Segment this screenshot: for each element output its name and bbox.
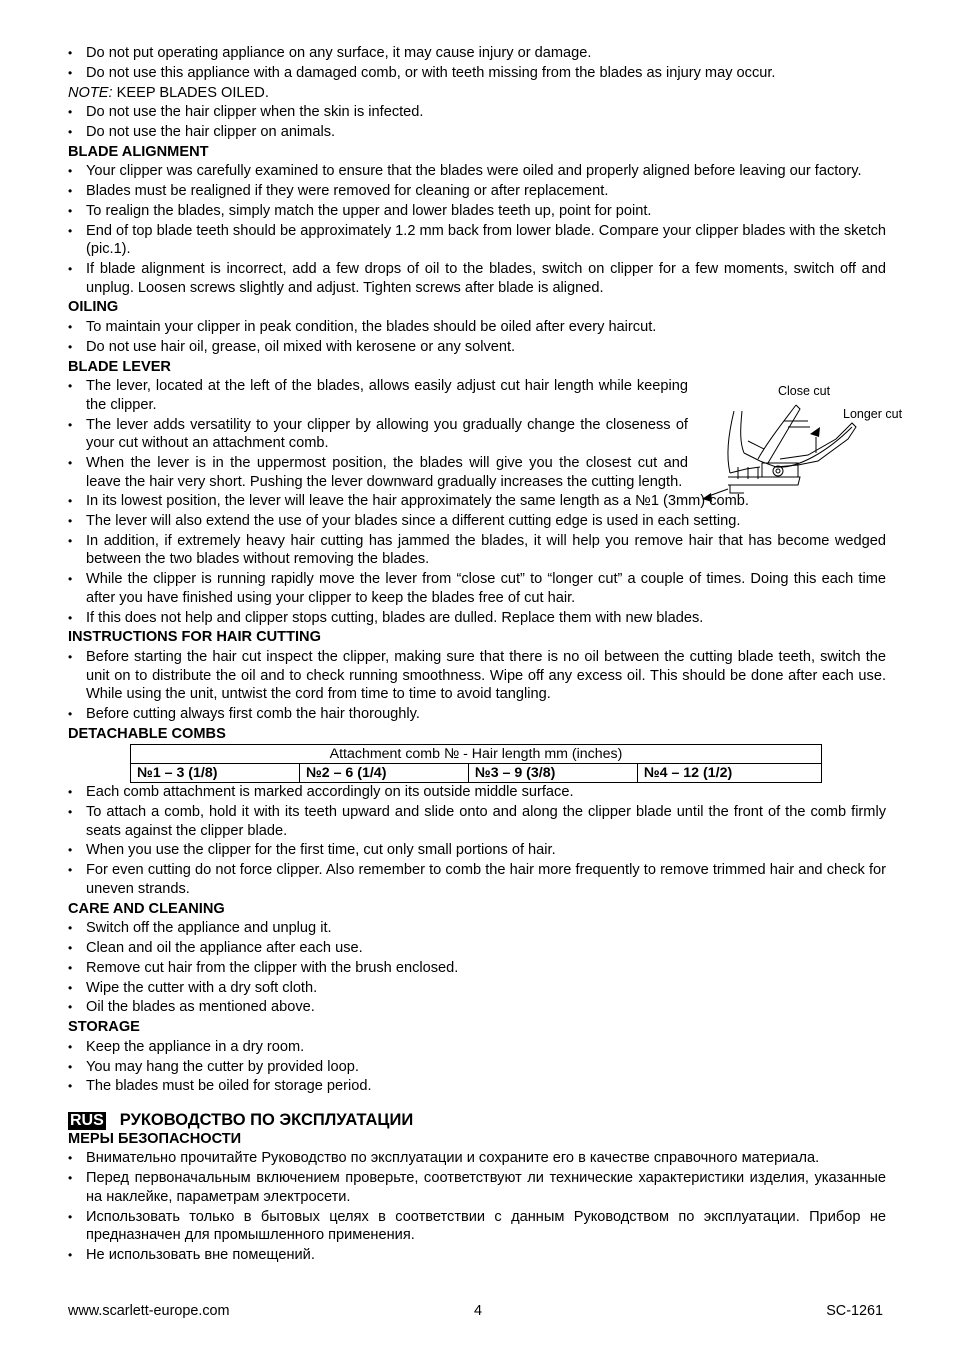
list-item: • Each comb attachment is marked accordingly on its outside middle surface. [68,783,886,802]
list-item: • End of top blade teeth should be approximately 1.2 mm back from lower blade. Compare your clipper blades with the sketch (pic.1). [68,222,886,259]
list-item: • Your clipper was carefully examined to ensure that the blades were oiled and properly aligned before leaving our factory. [68,162,886,181]
storage-list [68,1038,886,1096]
list-item: • Oil the blades as mentioned above. [68,998,886,1017]
list-item: • Не использовать вне помещений. [68,1246,886,1265]
note-text: KEEP BLADES OILED. [112,84,269,101]
list-item: • While the clipper is running rapidly move the lever from “close cut” to “longer cut” a couple of times. Doing this each time after you have finished using your clipper to keep the blades free of cut hair. [68,570,886,607]
close-cut-label: Close cut [778,384,831,399]
section-heading-safety: МЕРЫ БЕЗОПАСНОСТИ [68,1130,242,1147]
list-item: • When you use the clipper for the first time, cut only small portions of hair. [68,841,886,860]
section-heading-instructions: INSTRUCTIONS FOR HAIR CUTTING [68,629,321,646]
list-item: • Remove cut hair from the clipper with the brush enclosed. [68,959,886,978]
list-item: • Использовать только в бытовых целях в соответствии с данным Руководством по эксплуатации. Прибор не предназначен для промышленного применения. [68,1208,886,1245]
list-item: • To maintain your clipper in peak condition, the blades should be oiled after every haircut. [68,318,886,337]
section-heading-care: CARE AND CLEANING [68,900,225,917]
combs-table [130,744,822,783]
close-cut-arrow-icon [810,427,820,437]
clipper-sketch [706,405,856,497]
blade-lever-list-wide [68,492,886,627]
section-heading-combs: DETACHABLE COMBS [68,725,226,742]
combs-list [68,783,886,898]
table-cell: №1 – 3 (1/8) [131,764,300,783]
footer-model: SC-1261 [826,1303,883,1319]
table-cell: №3 – 9 (3/8) [468,764,637,783]
section-heading-blade-lever: BLADE LEVER [68,358,171,375]
list-item: • The lever will also extend the use of your blades since a different cutting edge is used in each setting. [68,512,886,531]
table-cell: №2 – 6 (1/4) [299,764,468,783]
table-row [131,764,822,783]
list-item: • For even cutting do not force clipper. Also remember to comb the hair more frequently to remove trimmed hair and check for uneven strands. [68,861,886,898]
list-item: • The blades must be oiled for storage period. [68,1077,886,1096]
section-heading-blade-alignment: BLADE ALIGNMENT [68,143,209,160]
list-item: • Wipe the cutter with a dry soft cloth. [68,979,886,998]
list-item: • In addition, if extremely heavy hair cutting has jammed the blades, it will help you remove hair that has become wedged between the two blades without removing the blades. [68,532,886,569]
table-cell: №4 – 12 (1/2) [637,764,821,783]
rus-safety-list [68,1149,886,1264]
list-item: • Keep the appliance in a dry room. [68,1038,886,1057]
list-item: • Внимательно прочитайте Руководство по эксплуатации и сохраните его в качестве справочного материала. [68,1149,886,1168]
list-item: • If this does not help and clipper stops cutting, blades are dulled. Replace them with new blades. [68,609,886,628]
list-item: • You may hang the cutter by provided loop. [68,1058,886,1077]
list-item: • Do not use hair oil, grease, oil mixed with kerosene or any solvent. [68,338,886,357]
list-item: • Switch off the appliance and unplug it. [68,919,886,938]
list-item: • Do not use the hair clipper when the skin is infected. [68,103,886,122]
rus-section-title [68,1110,886,1130]
list-item: • To realign the blades, simply match the upper and lower blades teeth up, point for point. [68,202,886,221]
manual-page [68,44,903,1266]
care-list [68,919,886,1017]
blade-lever-block [68,377,903,491]
oiling-list [68,318,886,356]
language-badge: RUS [70,1111,104,1129]
list-item: • Blades must be realigned if they were removed for cleaning or after replacement. [68,182,886,201]
note-label: NOTE: [68,84,113,101]
longer-cut-label: Longer cut [843,407,903,422]
instructions-list [68,648,886,724]
list-item: • Перед первоначальным включением проверьте, соответствуют ли технические характеристики изделия, указанные на наклейке, параметрам электросети. [68,1169,886,1206]
page-footer [68,1303,886,1323]
list-item: • When the lever is in the uppermost position, the blades will give you the closest cut and leave the hair very short. Pushing the lever downward gradually increases the cutting length. [68,454,688,491]
section-heading-storage: STORAGE [68,1019,140,1036]
list-item: • The lever adds versatility to your clipper by allowing you gradually change the closeness of your cut without an attachment comb. [68,416,688,453]
list-item: • Do not use the hair clipper on animals. [68,123,886,142]
section-heading-oiling: OILING [68,299,119,316]
table-header-row [131,745,822,764]
list-item: • Before starting the hair cut inspect the clipper, making sure that there is no oil between the cutting blade teeth, switch the unit on to distribute the oil and to check running smoothness. Wipe off any excess oil. This should be done after each use. While using the unit, untwist the cord from time to time to avoid tangling. [68,648,886,704]
intro-list-b [68,103,886,141]
list-item: • To attach a comb, hold it with its teeth upward and slide onto and along the clipper blade until the front of the comb firmly seats against the clipper blade. [68,803,886,840]
table-header-cell: Attachment comb № - Hair length mm (inches) [131,745,822,764]
intro-list-a [68,44,886,82]
list-item: • If blade alignment is incorrect, add a few drops of oil to the blades, switch on clipper for a few moments, switch off and unplug. Loosen screws slightly and adjust. Tighten screws after blade is aligned. [68,260,886,297]
list-item: • Do not put operating appliance on any surface, it may cause injury or damage. [68,44,886,63]
list-item: • Before cutting always first comb the hair thoroughly. [68,705,886,724]
rus-title-text: РУКОВОДСТВО ПО ЭКСПЛУАТАЦИИ [119,1110,414,1129]
list-item: • In its lowest position, the lever will leave the hair approximately the same length as a №1 (3mm) comb. [68,492,886,511]
list-item: • The lever, located at the left of the blades, allows easily adjust cut hair length while keeping the clipper. [68,377,688,414]
footer-website: www.scarlett-europe.com [68,1303,230,1319]
note-line [68,84,886,103]
list-item: • Clean and oil the appliance after each use. [68,939,886,958]
footer-page-number: 4 [474,1303,483,1319]
list-item: • Do not use this appliance with a damaged comb, or with teeth missing from the blades as injury may occur. [68,64,886,83]
blade-alignment-list [68,162,886,297]
